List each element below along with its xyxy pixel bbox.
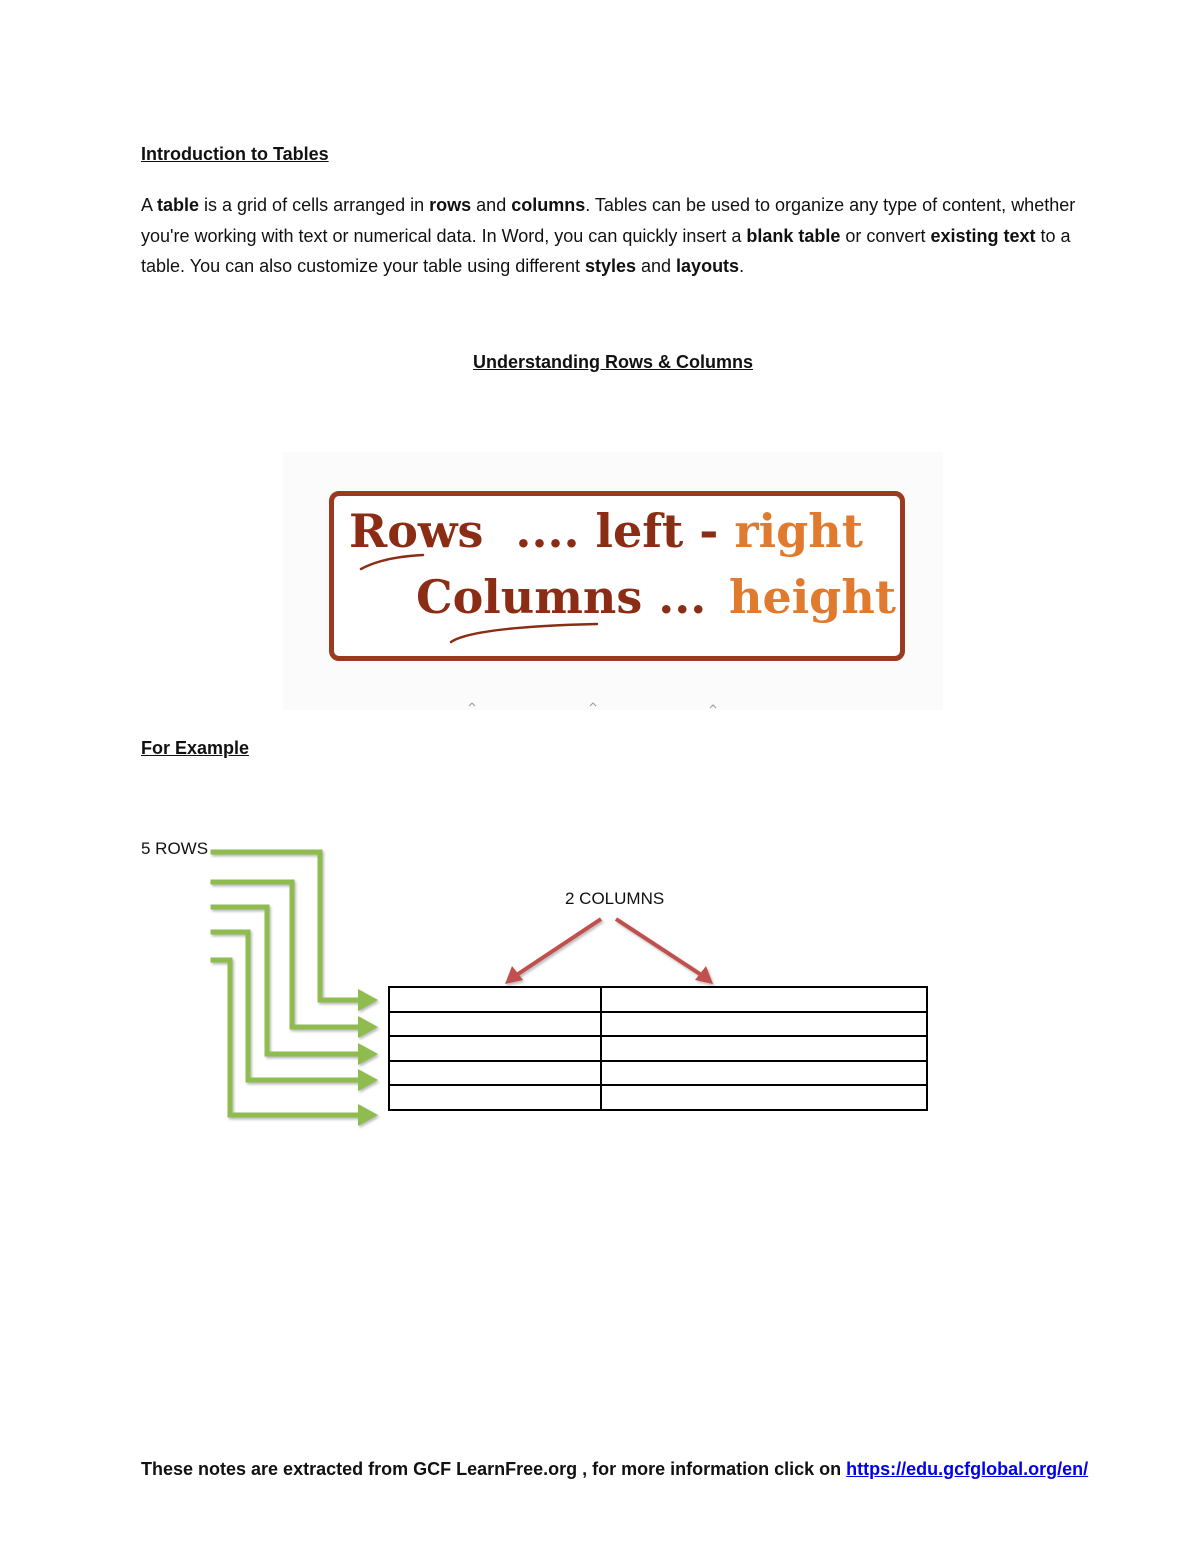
intro-bold-term: existing text <box>930 225 1036 246</box>
intro-text: to a table. You can also customize your table using different <box>141 225 1071 276</box>
footer-text: These notes are extracted from GCF LearnFree.org , for more information click on <box>141 1459 847 1479</box>
column-arrow-line <box>616 919 703 976</box>
table-cell <box>601 1061 927 1086</box>
table-cell <box>601 1085 927 1110</box>
row-arrow-line <box>213 852 362 1000</box>
intro-bold-term: columns <box>511 195 586 215</box>
table-cell <box>389 987 601 1012</box>
intro-bold-term: blank table <box>746 225 841 246</box>
table-cell <box>389 1036 601 1061</box>
intro-text: is a grid of cells arranged in <box>199 195 430 215</box>
row-arrowhead-icon <box>358 989 378 1011</box>
intro-bold-term: styles <box>584 256 636 276</box>
page-title: Introduction to Tables <box>141 144 329 164</box>
table-cell <box>601 987 927 1012</box>
banner-columns-text: Columns ... <box>416 570 707 624</box>
row-arrow-line <box>213 907 362 1054</box>
banner-rows-text: Rows .... left - <box>349 504 735 558</box>
intro-bold-term: rows <box>429 195 472 215</box>
banner-right-text: right <box>734 504 863 558</box>
row-arrow-line <box>213 932 362 1080</box>
intro-text: . <box>739 256 745 276</box>
rows-label: 5 ROWS <box>141 839 209 858</box>
row-arrow-line <box>213 960 362 1115</box>
example-table <box>388 986 928 1111</box>
section-heading: Understanding Rows & Columns <box>472 352 753 372</box>
intro-bold-term: layouts <box>676 256 740 276</box>
example-heading: For Example <box>141 738 250 758</box>
table-cell <box>389 1061 601 1086</box>
table-cell <box>389 1012 601 1037</box>
intro-text: and <box>636 256 677 276</box>
intro-text: . Tables can be used to organize any type of content, whether you're working with text or numerical data. In Word, you can quickly insert a <box>141 195 1076 246</box>
table-row <box>389 1036 927 1061</box>
intro-text: and <box>471 195 512 215</box>
table-row <box>389 1061 927 1086</box>
banner-height-text: height <box>729 570 897 624</box>
intro-text: A <box>141 195 158 215</box>
column-arrow-line <box>515 919 601 976</box>
row-arrowhead-icon <box>358 1043 378 1065</box>
table-row <box>389 987 927 1012</box>
gcf-link[interactable]: https://edu.gcfglobal.org/en/ <box>846 1459 1089 1479</box>
columns-label: 2 COLUMNS <box>565 889 665 908</box>
table-cell <box>389 1085 601 1110</box>
row-arrowhead-icon <box>358 1104 378 1126</box>
table-cell <box>601 1012 927 1037</box>
intro-bold-term: table <box>157 195 200 215</box>
table-row <box>389 1085 927 1110</box>
table-cell <box>601 1036 927 1061</box>
row-arrowhead-icon <box>358 1069 378 1091</box>
column-arrowhead-icon <box>695 966 713 984</box>
intro-text: or convert <box>840 225 931 246</box>
footer-note <box>141 1459 1088 1480</box>
row-arrowhead-icon <box>358 1016 378 1038</box>
column-arrowhead-icon <box>505 966 523 984</box>
row-arrow-line <box>213 882 362 1027</box>
table-row <box>389 1012 927 1037</box>
